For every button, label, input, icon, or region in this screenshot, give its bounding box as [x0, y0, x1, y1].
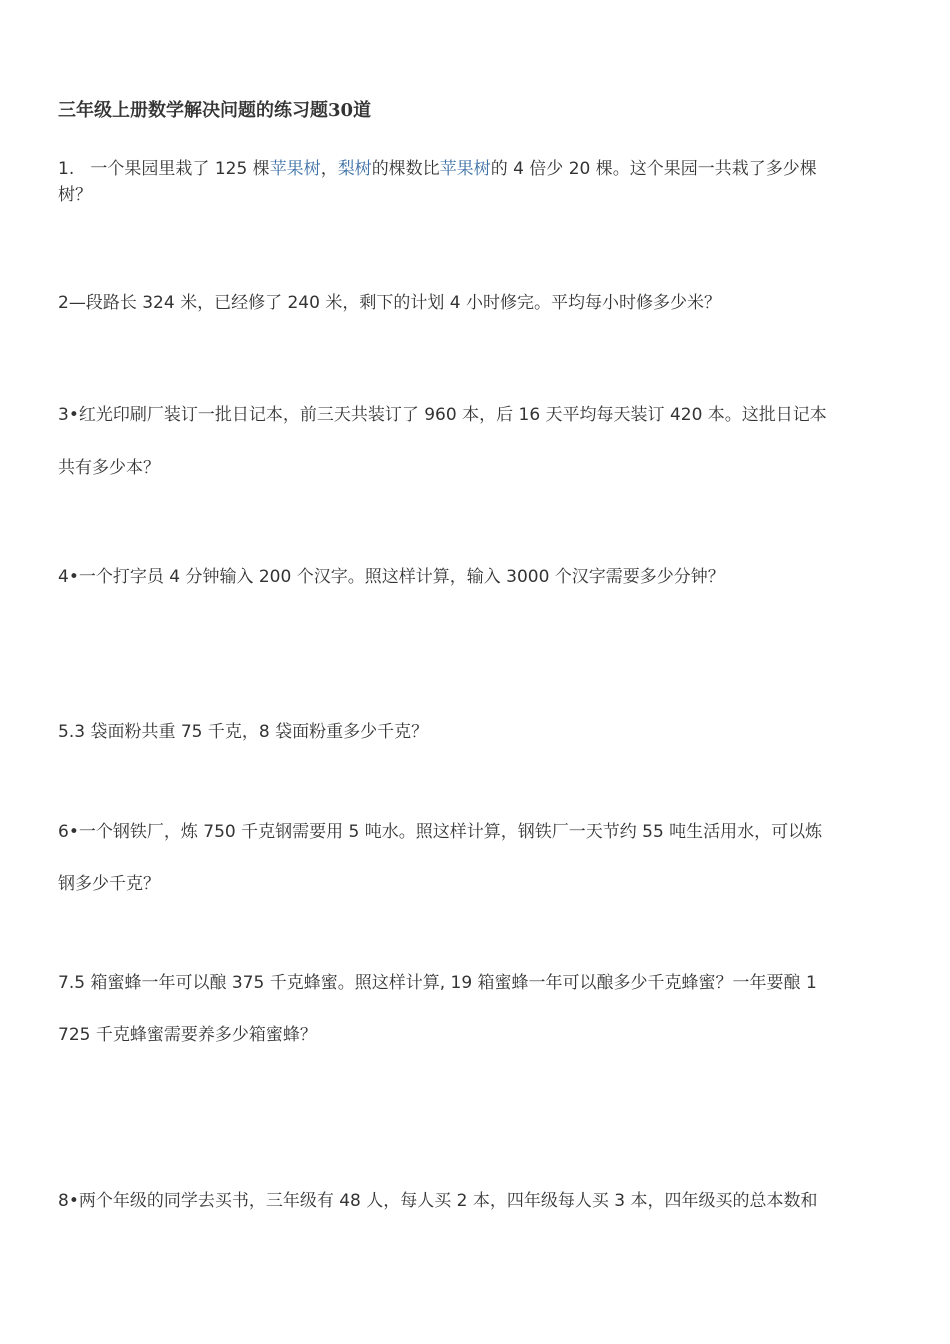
- question-1-text-c: 的 4 倍少 20 棵。这个果园一共栽了多少棵: [490, 159, 817, 179]
- question-7-line-1: 7.5 箱蜜蜂一年可以酿 375 千克蜂蜜。照这样计算, 19 箱蜜蜂一年可以酿多少千克蜂蜜？一年要酿 1: [58, 973, 817, 993]
- question-1-separator: ，: [320, 159, 338, 179]
- question-7-line-2: 725 千克蜂蜜需要养多少箱蜜蜂？: [58, 1025, 317, 1045]
- question-6-line-1: 6•一个钢铁厂，炼 750 千克钢需要用 5 吨水。照这样计算，钢铁厂一天节约 55 吨生活用水，可以炼: [58, 822, 823, 842]
- question-4-line-1: 4•一个打字员 4 分钟输入 200 个汉字。照这样计算，输入 3000 个汉字需要多少分钟？: [58, 567, 725, 587]
- question-6-line-2: 钢多少千克？: [58, 874, 160, 894]
- question-1-line-1: [58, 154, 817, 179]
- pear-tree-link[interactable]: 梨树: [337, 159, 372, 179]
- document-title: 三年级上册数学解决问题的练习题30道: [58, 100, 372, 121]
- apple-tree-link-2[interactable]: 苹果树: [439, 159, 491, 179]
- question-3-line-1: 3•红光印刷厂装订一批日记本，前三天共装订了 960 本，后 16 天平均每天装订 420 本。这批日记本: [58, 405, 827, 425]
- apple-tree-link[interactable]: 苹果树: [269, 159, 321, 179]
- question-5-line-1: 5.3 袋面粉共重 75 千克，8 袋面粉重多少千克？: [58, 722, 429, 742]
- question-2-line-1: 2—段路长 324 米，已经修了 240 米，剩下的计划 4 小时修完。平均每小时修多少米？: [58, 293, 721, 313]
- question-3-line-2: 共有多少本？: [58, 458, 160, 478]
- question-1-text-b: 的棵数比: [371, 159, 440, 179]
- question-1-text-a: 1. 一个果园里栽了 125 棵: [58, 159, 270, 179]
- question-8-line-1: 8•两个年级的同学去买书，三年级有 48 人，每人买 2 本，四年级每人买 3 本，四年级买的总本数和: [58, 1191, 818, 1211]
- question-1-line-2: 树？: [58, 185, 92, 205]
